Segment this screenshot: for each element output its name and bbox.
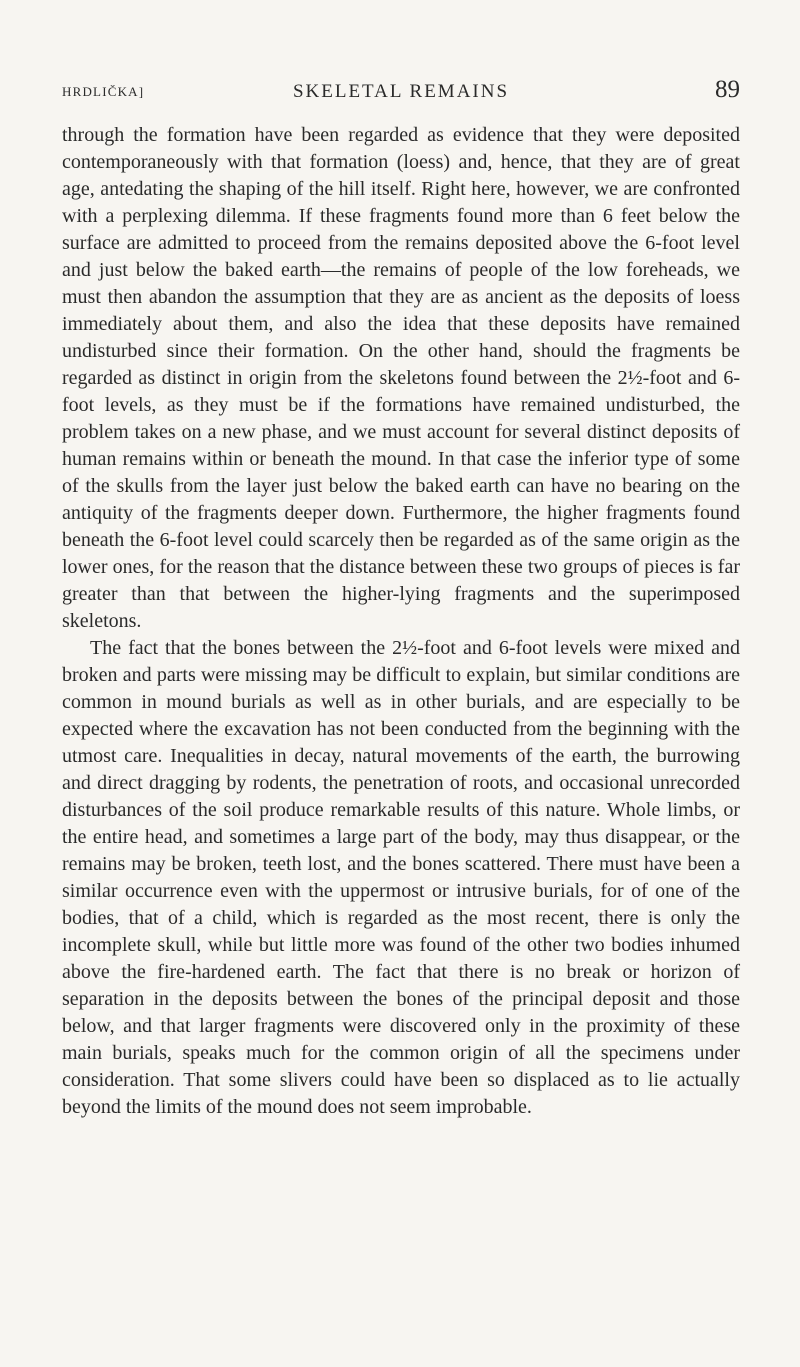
body-text <box>62 122 740 1121</box>
running-head-author: HRDLIČKA] <box>62 84 145 99</box>
book-page <box>62 78 740 1121</box>
page-number: 89 <box>715 76 740 103</box>
paragraph-1: through the formation have been regarded as evidence that they were deposited contemporaneously with that formation (loess) and, hence, that they are of great age, antedating the shaping of the hill itself. Right here, however, we are confronted with a perplexing dilemma. If these fragments found more than 6 feet below the surface are admitted to proceed from the remains deposited above the 6-foot level and just below the baked earth—the remains of people of the low foreheads, we must then abandon the assumption that they are as ancient as the deposits of loess immediately about them, and also the idea that these deposits have remained undisturbed since their formation. On the other hand, should the fragments be regarded as distinct in origin from the skeletons found between the 2½-foot and 6-foot levels, as they must be if the formations have remained undisturbed, the problem takes on a new phase, and we must account for several distinct deposits of human remains within or beneath the mound. In that case the inferior type of some of the skulls from the layer just below the baked earth can have no bearing on the antiquity of the fragments deeper down. Furthermore, the higher fragments found beneath the 6-foot level could scarcely then be regarded as of the same origin as the lower ones, for the reason that the distance between these two groups of pieces is far greater than that between the higher-lying fragments and the superimposed skeletons. <box>62 124 740 632</box>
paragraph-2: The fact that the bones between the 2½-foot and 6-foot levels were mixed and broken and parts were missing may be difficult to explain, but similar conditions are common in mound burials as well as in other burials, and are especially to be expected where the excavation has not been conducted from the beginning with the utmost care. Inequalities in decay, natural movements of the earth, the burrowing and direct dragging by rodents, the penetration of roots, and occasional unrecorded disturbances of the soil produce remarkable results of this nature. Whole limbs, or the entire head, and sometimes a large part of the body, may thus disappear, or the remains may be broken, teeth lost, and the bones scattered. There must have been a similar occurrence even with the uppermost or intrusive burials, for of one of the bodies, that of a child, which is regarded as the most recent, there is only the incomplete skull, while but little more was found of the other two bodies inhumed above the fire-hardened earth. The fact that there is no break or horizon of separation in the deposits between the bones of the principal deposit and those below, and that larger fragments were discovered only in the proximity of these main burials, speaks much for the common origin of all the specimens under consideration. That some slivers could have been so displaced as to lie actually beyond the limits of the mound does not seem improbable. <box>62 637 740 1118</box>
running-head-title: SKELETAL REMAINS <box>292 81 510 102</box>
running-head <box>62 78 740 108</box>
